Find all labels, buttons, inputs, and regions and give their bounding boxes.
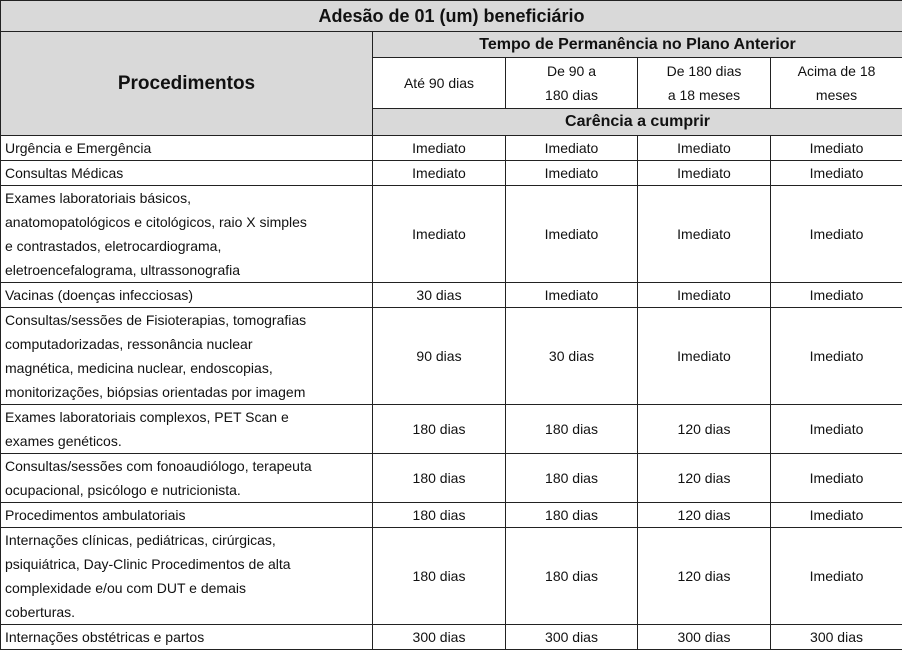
carencia-value: Imediato <box>638 161 771 186</box>
carencia-value: 180 dias <box>506 528 638 625</box>
carencia-value: 300 dias <box>506 625 638 650</box>
carencia-value: Imediato <box>771 454 902 503</box>
carencia-value: Imediato <box>771 528 902 625</box>
carencia-value: 300 dias <box>638 625 771 650</box>
carencia-value: Imediato <box>506 186 638 283</box>
procedure-name: Urgência e Emergência <box>1 136 373 161</box>
carencia-value: 30 dias <box>506 308 638 405</box>
carencia-value: 300 dias <box>373 625 506 650</box>
carencia-value: 180 dias <box>373 405 506 454</box>
table-row <box>1 405 902 454</box>
period-header-2: De 90 a 180 dias <box>506 58 638 109</box>
carencia-value: Imediato <box>506 283 638 308</box>
carencia-value: Imediato <box>771 405 902 454</box>
carencia-value: Imediato <box>506 136 638 161</box>
procedure-name: Vacinas (doenças infecciosas) <box>1 283 373 308</box>
carencia-value: 30 dias <box>373 283 506 308</box>
carencia-value: Imediato <box>771 283 902 308</box>
carencia-value: Imediato <box>373 186 506 283</box>
table-title: Adesão de 01 (um) beneficiário <box>1 1 902 32</box>
table-row <box>1 283 902 308</box>
carencia-value: 120 dias <box>638 454 771 503</box>
carencia-value: 300 dias <box>771 625 902 650</box>
period-header-3: De 180 dias a 18 meses <box>638 58 771 109</box>
carencia-value: Imediato <box>771 308 902 405</box>
table-row <box>1 528 902 625</box>
carencia-value: 180 dias <box>373 454 506 503</box>
carencia-value: Imediato <box>506 161 638 186</box>
procedure-name: Consultas/sessões com fonoaudiólogo, terapeuta ocupacional, psicólogo e nutricionista. <box>1 454 373 503</box>
carencia-value: Imediato <box>771 503 902 528</box>
carencia-value: Imediato <box>373 161 506 186</box>
carencia-value: Imediato <box>771 136 902 161</box>
procedure-name: Procedimentos ambulatoriais <box>1 503 373 528</box>
table-row <box>1 308 902 405</box>
table-row <box>1 454 902 503</box>
procedure-name: Internações obstétricas e partos <box>1 625 373 650</box>
carencia-value: 120 dias <box>638 405 771 454</box>
period-header-1: Até 90 dias <box>373 58 506 109</box>
carencia-value: 120 dias <box>638 503 771 528</box>
table-row <box>1 625 902 650</box>
carencia-value: 180 dias <box>506 405 638 454</box>
procedure-name: Internações clínicas, pediátricas, cirúrgicas, psiquiátrica, Day-Clinic Procedimentos de alta complexidade e/ou com DUT e demais coberturas. <box>1 528 373 625</box>
table-row <box>1 186 902 283</box>
carencia-value: Imediato <box>638 283 771 308</box>
tempo-permanencia-header: Tempo de Permanência no Plano Anterior <box>373 32 902 58</box>
procedure-name: Exames laboratoriais complexos, PET Scan e exames genéticos. <box>1 405 373 454</box>
carencia-value: 180 dias <box>373 528 506 625</box>
carencia-value: 180 dias <box>373 503 506 528</box>
carencia-value: Imediato <box>373 136 506 161</box>
carencia-value: Imediato <box>638 308 771 405</box>
carencia-value: Imediato <box>638 186 771 283</box>
carencia-value: 180 dias <box>506 503 638 528</box>
table-row <box>1 136 902 161</box>
procedure-name: Consultas Médicas <box>1 161 373 186</box>
carencia-value: 120 dias <box>638 528 771 625</box>
period-header-4: Acima de 18 meses <box>771 58 902 109</box>
table-row <box>1 503 902 528</box>
carencia-value: 90 dias <box>373 308 506 405</box>
carencia-header: Carência a cumprir <box>373 109 902 136</box>
carencia-value: Imediato <box>638 136 771 161</box>
procedure-name: Consultas/sessões de Fisioterapias, tomografias computadorizadas, ressonância nuclear magnética, medicina nuclear, endoscopias, monitorizações, biópsias orientadas por imagem <box>1 308 373 405</box>
carencia-value: Imediato <box>771 186 902 283</box>
table-body <box>1 136 902 650</box>
carencia-value: Imediato <box>771 161 902 186</box>
table-row <box>1 161 902 186</box>
procedimentos-header: Procedimentos <box>1 32 373 136</box>
carencia-value: 180 dias <box>506 454 638 503</box>
procedure-name: Exames laboratoriais básicos, anatomopatológicos e citológicos, raio X simples e contrastados, eletrocardiograma, eletroencefalograma, ultrassonografia <box>1 186 373 283</box>
